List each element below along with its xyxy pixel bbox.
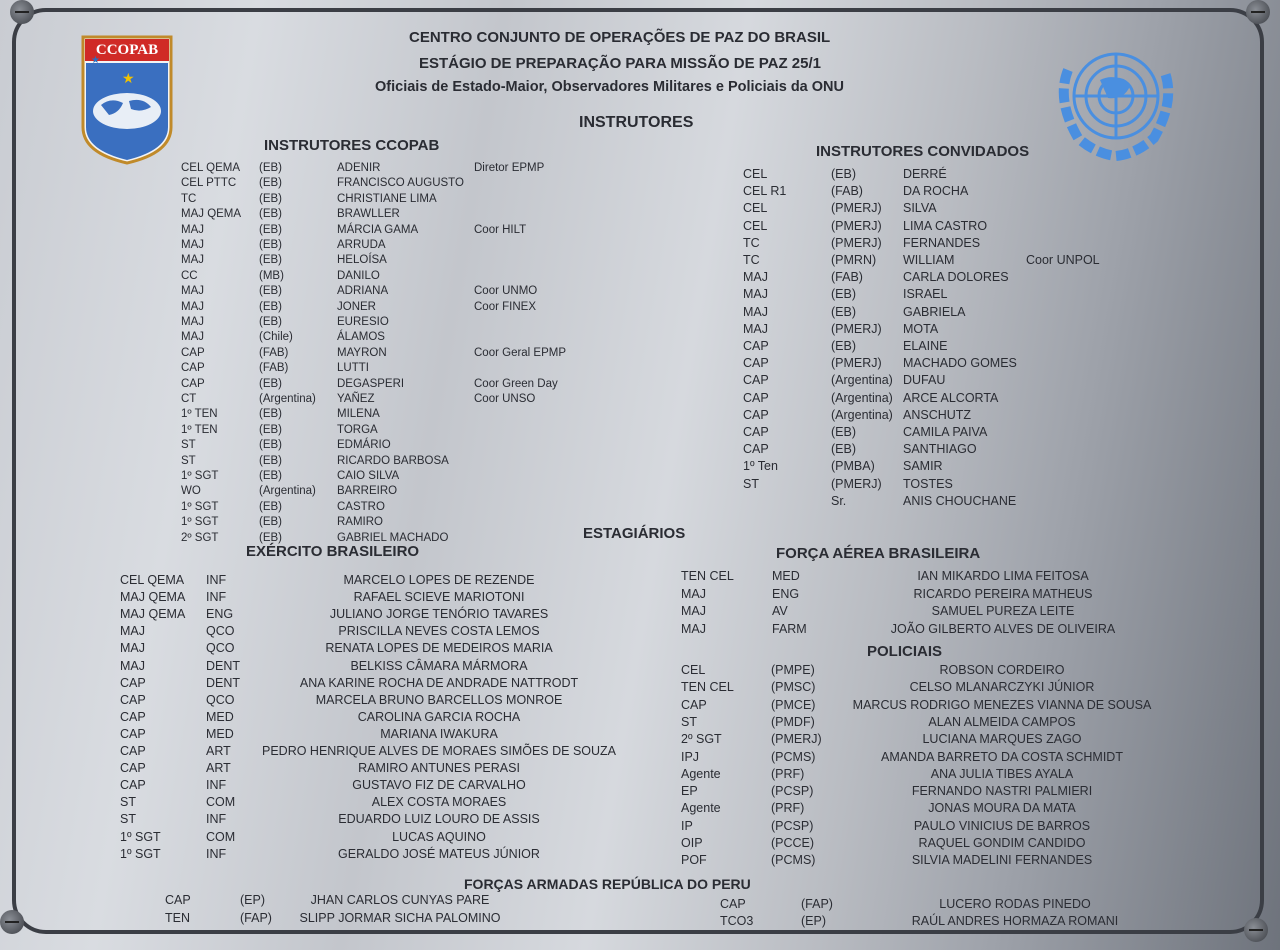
exercito-row-rank: MAJ QEMA xyxy=(120,607,186,622)
convidado-row-org: (PMBA) xyxy=(831,459,875,474)
ccopab-row-name: BRAWLLER xyxy=(337,208,400,221)
ccopab-row-org: (EB) xyxy=(259,177,282,190)
convidado-row-name: SANTHIAGO xyxy=(903,442,977,457)
exercito-row-rank: CAP xyxy=(120,744,146,758)
peru-left-row-org: (FAP) xyxy=(240,911,272,925)
convidado-row-rank: MAJ xyxy=(743,321,768,336)
ccopab-row-org: (EB) xyxy=(259,300,282,313)
exercito-row-name: GUSTAVO FIZ DE CARVALHO xyxy=(352,778,526,793)
ccopab-row-role: Diretor EPMP xyxy=(474,162,545,174)
header-line3: Oficiais de Estado-Maior, Observadores Militares e Policiais da ONU xyxy=(375,79,844,95)
exercito-row-name: MARCELA BRUNO BARCELLOS MONROE xyxy=(315,692,563,707)
exercito-row-rank: ST xyxy=(120,795,136,810)
ccopab-row-name: DANILO xyxy=(337,269,380,282)
convidado-row-name: DUFAU xyxy=(903,373,946,388)
convidado-row-rank: CEL xyxy=(743,167,768,181)
ccopab-row-org: (EB) xyxy=(259,377,282,390)
exercito-row-org: ART xyxy=(206,761,231,776)
policial-row-name: ANA JULIA TIBES AYALA xyxy=(930,766,1074,781)
policial-row-rank: OIP xyxy=(681,836,703,850)
ccopab-row-org: (EB) xyxy=(259,531,282,544)
ccopab-row-org: (EB) xyxy=(259,239,282,251)
exercito-row-rank: CEL QEMA xyxy=(120,573,185,587)
policial-row-rank: 2º SGT xyxy=(681,732,722,747)
exercito-row-org: MED xyxy=(206,709,234,724)
convidado-row-rank: CAP xyxy=(743,339,769,353)
exercito-row-rank: MAJ xyxy=(120,624,145,639)
ccopab-row-name: DEGASPERI xyxy=(337,377,405,390)
ccopab-row-rank: MAJ xyxy=(181,239,204,251)
peru-title: FORÇAS ARMADAS REPÚBLICA DO PERU xyxy=(464,876,751,892)
exercito-row-rank: 1º SGT xyxy=(120,846,161,861)
policial-row-rank: Agente xyxy=(681,766,721,781)
convidado-row-name: FERNANDES xyxy=(903,235,981,250)
policial-row-org: (PRF) xyxy=(771,766,805,781)
exercito-row-org: INF xyxy=(206,846,227,861)
ccopab-row-rank: MAJ xyxy=(181,285,204,298)
peru-right-row-org: (FAP) xyxy=(801,897,833,911)
policial-row-name: RAQUEL GONDIM CANDIDO xyxy=(918,836,1086,850)
header-line2: ESTÁGIO DE PREPARAÇÃO PARA MISSÃO DE PAZ 25/1 xyxy=(419,55,822,72)
exercito-row-name: MARIANA IWAKURA xyxy=(380,726,498,741)
ccopab-row-org: (EB) xyxy=(259,192,282,205)
ccopab-row-rank: CEL PTTC xyxy=(181,177,237,190)
ccopab-row-org: (EB) xyxy=(259,162,282,174)
convidado-row-name: LIMA CASTRO xyxy=(903,218,988,233)
peru-right-row-name: RAÚL ANDRES HORMAZA ROMANI xyxy=(911,914,1119,928)
ccopab-row-rank: 2º SGT xyxy=(181,531,219,544)
policial-row-name: CELSO MLANARCZYKI JÚNIOR xyxy=(909,680,1095,695)
exercito-row-name: BELKISS CÂMARA MÁRMORA xyxy=(350,658,528,673)
ccopab-row-org: (EB) xyxy=(259,223,282,236)
convidado-row-org: (EB) xyxy=(831,442,856,457)
policiais-title: POLICIAIS xyxy=(867,643,943,660)
un-emblem-logo xyxy=(1038,30,1194,166)
convidado-row-name: ANSCHUTZ xyxy=(903,407,972,422)
convidado-row-rank: ST xyxy=(743,476,759,491)
ccopab-row-name: ÁLAMOS xyxy=(337,331,385,344)
convidado-row-org: (FAB) xyxy=(831,270,863,285)
peru-right-row-rank: TCO3 xyxy=(720,914,754,928)
svg-text:★: ★ xyxy=(122,70,135,86)
fab-row-org: FARM xyxy=(772,621,807,636)
convidado-row-rank: CAP xyxy=(743,390,769,405)
exercito-row-org: ART xyxy=(206,744,231,758)
policial-row-rank: TEN CEL xyxy=(681,680,734,695)
ccopab-row-org: (EB) xyxy=(259,254,282,267)
convidado-row-org: (FAB) xyxy=(831,184,863,199)
policial-row-org: (PMERJ) xyxy=(771,732,822,747)
policial-row-rank: IP xyxy=(681,818,693,833)
exercito-row-name: MARCELO LOPES DE REZENDE xyxy=(343,573,535,587)
ccopab-row-rank: MAJ xyxy=(181,316,204,328)
policial-row-name: SILVIA MADELINI FERNANDES xyxy=(911,853,1093,868)
exercito-row-org: MED xyxy=(206,726,234,741)
convidado-row-rank: TC xyxy=(743,235,760,250)
screw-bottom-right xyxy=(1244,918,1268,942)
screw-top-right xyxy=(1246,0,1270,24)
ccopab-row-name: GABRIEL MACHADO xyxy=(337,531,449,544)
fab-row-name: IAN MIKARDO LIMA FEITOSA xyxy=(917,569,1089,583)
ccopab-row-name: JONER xyxy=(337,300,376,313)
peru-right-row-org: (EP) xyxy=(801,914,826,928)
convidado-row-rank: CAP xyxy=(743,356,769,371)
policial-row-name: ALAN ALMEIDA CAMPOS xyxy=(928,714,1076,729)
policial-row-rank: POF xyxy=(681,853,707,868)
peru-left-row-name: JHAN CARLOS CUNYAS PARE xyxy=(310,893,490,907)
exercito-title: EXÉRCITO BRASILEIRO xyxy=(246,543,420,560)
convidado-row-rank: 1º Ten xyxy=(743,459,778,474)
fab-title: FORÇA AÉREA BRASILEIRA xyxy=(776,545,981,562)
convidado-row-name: SILVA xyxy=(903,201,937,216)
fab-row-rank: MAJ xyxy=(681,621,706,636)
screw-bottom-left xyxy=(0,910,24,934)
ccopab-row-org: (EB) xyxy=(259,408,282,421)
policial-row-name: PAULO VINICIUS DE BARROS xyxy=(913,818,1091,833)
ccopab-row-name: CHRISTIANE LIMA xyxy=(337,192,437,205)
policial-row-rank: IPJ xyxy=(681,749,700,764)
convidado-row-org: (Argentina) xyxy=(831,373,893,388)
ccopab-row-role: Coor Geral EPMP xyxy=(474,346,567,359)
ccopab-row-org: (FAB) xyxy=(259,346,289,359)
convidado-row-rank: TC xyxy=(743,253,760,267)
convidado-row-name: GABRIELA xyxy=(903,304,966,319)
exercito-row-name: PEDRO HENRIQUE ALVES DE MORAES SIMÕES DE SOUZA xyxy=(261,744,617,758)
ccopab-row-rank: CEL QEMA xyxy=(181,162,241,174)
convidado-row-name: CAMILA PAIVA xyxy=(903,425,988,439)
ccopab-row-rank: MAJ xyxy=(181,223,204,236)
ccopab-row-org: (EB) xyxy=(259,423,282,436)
ccopab-row-name: BARREIRO xyxy=(337,485,398,498)
exercito-row-rank: CAP xyxy=(120,778,146,793)
convidado-row-role: Coor UNPOL xyxy=(1026,253,1100,267)
svg-text:★: ★ xyxy=(91,55,100,66)
ccopab-row-rank: 1º TEN xyxy=(181,423,218,436)
ccopab-row-org: (EB) xyxy=(259,470,282,482)
policial-row-name: ROBSON CORDEIRO xyxy=(939,663,1065,677)
convidado-row-rank: CAP xyxy=(743,373,769,388)
ccopab-row-rank: ST xyxy=(181,454,196,467)
convidado-row-name: ISRAEL xyxy=(903,287,948,302)
ccopab-row-name: TORGA xyxy=(337,423,378,436)
exercito-row-name: RENATA LOPES DE MEDEIROS MARIA xyxy=(325,641,553,656)
policial-row-name: JONAS MOURA DA MATA xyxy=(928,801,1076,816)
policial-row-org: (PCMS) xyxy=(771,749,816,764)
convidado-row-name: MOTA xyxy=(903,321,939,336)
convidado-row-org: (Argentina) xyxy=(831,407,893,422)
screw-top-left xyxy=(10,0,34,24)
ccopab-row-rank: 1º TEN xyxy=(181,408,218,421)
exercito-row-org: INF xyxy=(206,812,227,827)
convidado-row-name: ELAINE xyxy=(903,339,948,353)
convidado-row-name: SAMIR xyxy=(903,459,943,474)
ccopab-row-rank: ST xyxy=(181,439,196,452)
peru-left-row-rank: TEN xyxy=(165,911,190,925)
convidado-row-org: (PMERJ) xyxy=(831,356,882,371)
ccopab-row-rank: CAP xyxy=(181,346,205,359)
ccopab-row-rank: CAP xyxy=(181,377,205,390)
ccopab-row-rank: CT xyxy=(181,393,197,405)
ccopab-row-name: HELOÍSA xyxy=(337,254,387,267)
convidado-row-org: (PMERJ) xyxy=(831,201,882,216)
exercito-row-name: RAFAEL SCIEVE MARIOTONI xyxy=(353,590,525,605)
exercito-row-name: JULIANO JORGE TENÓRIO TAVARES xyxy=(329,607,549,622)
exercito-row-name: CAROLINA GARCIA ROCHA xyxy=(357,709,521,724)
exercito-row-rank: 1º SGT xyxy=(120,829,161,844)
convidado-row-org: (EB) xyxy=(831,339,856,353)
policial-row-org: (PRF) xyxy=(771,801,805,816)
convidado-row-org: (EB) xyxy=(831,287,856,302)
fab-row-org: AV xyxy=(772,604,788,618)
ccopab-row-rank: MAJ xyxy=(181,254,204,267)
exercito-row-name: LUCAS AQUINO xyxy=(392,829,486,844)
ccopab-row-org: (EB) xyxy=(259,208,282,221)
convidado-row-rank: CAP xyxy=(743,425,769,439)
ccopab-row-org: (Argentina) xyxy=(259,485,316,498)
policial-row-org: (PCSP) xyxy=(771,784,814,799)
ccopab-row-name: RICARDO BARBOSA xyxy=(337,454,449,467)
ccopab-row-name: YAÑEZ xyxy=(337,393,375,405)
ccopab-row-rank: WO xyxy=(181,485,201,498)
ccopab-row-name: FRANCISCO AUGUSTO xyxy=(337,177,464,190)
ccopab-row-org: (FAB) xyxy=(259,362,289,375)
instrutores-ccopab-title: INSTRUTORES CCOPAB xyxy=(264,137,440,154)
convidado-row-name: WILLIAM xyxy=(903,253,955,267)
exercito-row-org: DENT xyxy=(206,658,241,673)
ccopab-logo-text: CCOPAB xyxy=(95,42,159,58)
exercito-row-org: ENG xyxy=(206,607,234,622)
policial-row-rank: ST xyxy=(681,714,697,729)
fab-row-rank: MAJ xyxy=(681,586,706,601)
ccopab-row-rank: CC xyxy=(181,269,198,282)
ccopab-row-name: RAMIRO xyxy=(337,516,383,529)
convidado-row-name: ANIS CHOUCHANE xyxy=(903,493,1017,508)
peru-left-row-org: (EP) xyxy=(240,893,265,907)
ccopab-row-rank: 1º SGT xyxy=(181,470,219,482)
ccopab-row-name: MILENA xyxy=(337,408,380,421)
exercito-row-org: DENT xyxy=(206,675,241,690)
ccopab-row-org: (EB) xyxy=(259,454,282,467)
policial-row-org: (PCCE) xyxy=(771,836,815,850)
exercito-row-org: INF xyxy=(206,590,227,605)
ccopab-row-name: EDMÁRIO xyxy=(337,439,391,452)
peru-right-row-rank: CAP xyxy=(720,897,746,911)
ccopab-row-name: LUTTI xyxy=(337,362,369,375)
ccopab-row-role: Coor HILT xyxy=(474,223,527,236)
ccopab-row-role: Coor FINEX xyxy=(474,300,536,313)
exercito-row-name: RAMIRO ANTUNES PERASI xyxy=(358,761,520,776)
ccopab-row-name: CASTRO xyxy=(337,500,385,513)
convidado-row-org: (EB) xyxy=(831,167,856,181)
convidado-row-name: CARLA DOLORES xyxy=(903,270,1009,285)
exercito-row-name: EDUARDO LUIZ LOURO DE ASSIS xyxy=(338,812,540,827)
policial-row-org: (PCMS) xyxy=(771,853,816,868)
ccopab-row-name: ARRUDA xyxy=(337,239,386,251)
exercito-row-rank: MAJ xyxy=(120,641,145,656)
exercito-row-org: COM xyxy=(206,829,236,844)
policial-row-org: (PMCE) xyxy=(771,697,816,712)
policial-row-name: FERNANDO NASTRI PALMIERI xyxy=(911,784,1093,799)
policial-row-rank: EP xyxy=(681,784,698,799)
ccopab-row-org: (Argentina) xyxy=(259,393,316,405)
convidado-row-rank: CEL R1 xyxy=(743,184,787,199)
convidado-row-org: (EB) xyxy=(831,425,856,439)
exercito-row-name: GERALDO JOSÉ MATEUS JÚNIOR xyxy=(338,846,540,861)
ccopab-row-name: MÁRCIA GAMA xyxy=(337,223,419,236)
exercito-row-org: QCO xyxy=(206,641,235,656)
convidado-row-name: DA ROCHA xyxy=(903,184,969,199)
exercito-row-rank: MAJ QEMA xyxy=(120,590,186,605)
policial-row-name: AMANDA BARRETO DA COSTA SCHMIDT xyxy=(881,749,1123,764)
peru-left-row-name: SLIPP JORMAR SICHA PALOMINO xyxy=(299,911,501,925)
ccopab-row-org: (EB) xyxy=(259,439,282,452)
ccopab-row-name: ADRIANA xyxy=(337,285,389,298)
exercito-row-rank: MAJ xyxy=(120,658,145,673)
convidado-row-org: Sr. xyxy=(831,493,847,508)
fab-row-org: MED xyxy=(772,569,800,583)
instrutores-convidados-title: INSTRUTORES CONVIDADOS xyxy=(816,143,1030,160)
convidado-row-name: ARCE ALCORTA xyxy=(903,390,999,405)
fab-row-rank: TEN CEL xyxy=(681,569,734,583)
fab-row-name: RICARDO PEREIRA MATHEUS xyxy=(913,586,1093,601)
convidado-row-name: DERRÉ xyxy=(903,167,947,181)
ccopab-row-org: (EB) xyxy=(259,516,282,529)
ccopab-row-org: (EB) xyxy=(259,285,282,298)
policial-row-name: LUCIANA MARQUES ZAGO xyxy=(922,732,1082,747)
ccopab-row-rank: MAJ xyxy=(181,300,204,313)
exercito-row-rank: CAP xyxy=(120,726,146,741)
ccopab-row-name: EURESIO xyxy=(337,316,389,328)
policial-row-org: (PCSP) xyxy=(771,818,814,833)
ccopab-shield-logo xyxy=(81,35,173,165)
ccopab-row-rank: MAJ QEMA xyxy=(181,208,242,221)
convidado-row-org: (PMERJ) xyxy=(831,321,882,336)
ccopab-row-org: (MB) xyxy=(259,269,284,282)
fab-row-name: SAMUEL PUREZA LEITE xyxy=(931,604,1075,618)
ccopab-row-name: ADENIR xyxy=(337,162,381,174)
convidado-row-name: TOSTES xyxy=(903,476,953,491)
exercito-row-name: ANA KARINE ROCHA DE ANDRADE NATTRODT xyxy=(299,675,579,690)
policial-row-org: (PMSC) xyxy=(771,680,816,695)
fab-row-org: ENG xyxy=(772,586,800,601)
ccopab-row-rank: TC xyxy=(181,192,197,205)
ccopab-row-org: (EB) xyxy=(259,500,282,513)
exercito-row-org: QCO xyxy=(206,624,235,639)
convidado-row-rank: CEL xyxy=(743,201,768,216)
exercito-row-org: INF xyxy=(206,573,227,587)
convidado-row-rank: CAP xyxy=(743,442,769,457)
ccopab-row-rank: 1º SGT xyxy=(181,516,219,529)
exercito-row-rank: CAP xyxy=(120,709,146,724)
convidado-row-org: (PMERJ) xyxy=(831,235,882,250)
policial-row-org: (PMPE) xyxy=(771,663,815,677)
convidado-row-rank: CAP xyxy=(743,407,769,422)
policial-row-org: (PMDF) xyxy=(771,714,815,729)
ccopab-row-name: CAIO SILVA xyxy=(337,470,400,482)
policial-row-rank: CAP xyxy=(681,697,707,712)
estagiarios-title: ESTAGIÁRIOS xyxy=(583,525,686,542)
ccopab-row-role: Coor UNMO xyxy=(474,285,538,298)
ccopab-row-rank: CAP xyxy=(181,362,205,375)
convidado-row-org: (Argentina) xyxy=(831,390,893,405)
exercito-row-rank: CAP xyxy=(120,692,146,707)
exercito-row-org: COM xyxy=(206,795,236,810)
convidado-row-rank: MAJ xyxy=(743,270,768,285)
ccopab-row-org: (Chile) xyxy=(259,331,293,344)
header-line1: CENTRO CONJUNTO DE OPERAÇÕES DE PAZ DO BRASIL xyxy=(409,29,831,46)
instrutores-heading: INSTRUTORES xyxy=(579,114,694,131)
ccopab-row-role: Coor UNSO xyxy=(474,393,536,405)
exercito-row-rank: CAP xyxy=(120,761,146,776)
ccopab-row-name: MAYRON xyxy=(337,346,387,359)
ccopab-row-rank: 1º SGT xyxy=(181,500,219,513)
ccopab-row-role: Coor Green Day xyxy=(474,377,558,390)
exercito-row-rank: ST xyxy=(120,812,136,827)
convidado-row-rank: CEL xyxy=(743,218,768,233)
exercito-row-name: PRISCILLA NEVES COSTA LEMOS xyxy=(338,624,540,639)
exercito-row-org: QCO xyxy=(206,692,235,707)
peru-left-row-rank: CAP xyxy=(165,893,191,907)
policial-row-name: MARCUS RODRIGO MENEZES VIANNA DE SOUSA xyxy=(852,697,1152,712)
ccopab-row-org: (EB) xyxy=(259,316,282,328)
fab-row-name: JOÃO GILBERTO ALVES DE OLIVEIRA xyxy=(890,621,1116,636)
convidado-row-org: (EB) xyxy=(831,304,856,319)
exercito-row-name: ALEX COSTA MORAES xyxy=(371,795,507,810)
convidado-row-rank: MAJ xyxy=(743,304,768,319)
exercito-row-rank: CAP xyxy=(120,675,146,690)
convidado-row-name: MACHADO GOMES xyxy=(903,356,1017,371)
ccopab-row-rank: MAJ xyxy=(181,331,204,344)
convidado-row-rank: MAJ xyxy=(743,287,768,302)
convidado-row-org: (PMRN) xyxy=(831,253,877,267)
policial-row-rank: CEL xyxy=(681,663,706,677)
convidado-row-org: (PMERJ) xyxy=(831,476,882,491)
fab-row-rank: MAJ xyxy=(681,604,706,618)
convidado-row-org: (PMERJ) xyxy=(831,218,882,233)
exercito-row-org: INF xyxy=(206,778,227,793)
peru-right-row-name: LUCERO RODAS PINEDO xyxy=(939,897,1091,911)
policial-row-rank: Agente xyxy=(681,801,721,816)
